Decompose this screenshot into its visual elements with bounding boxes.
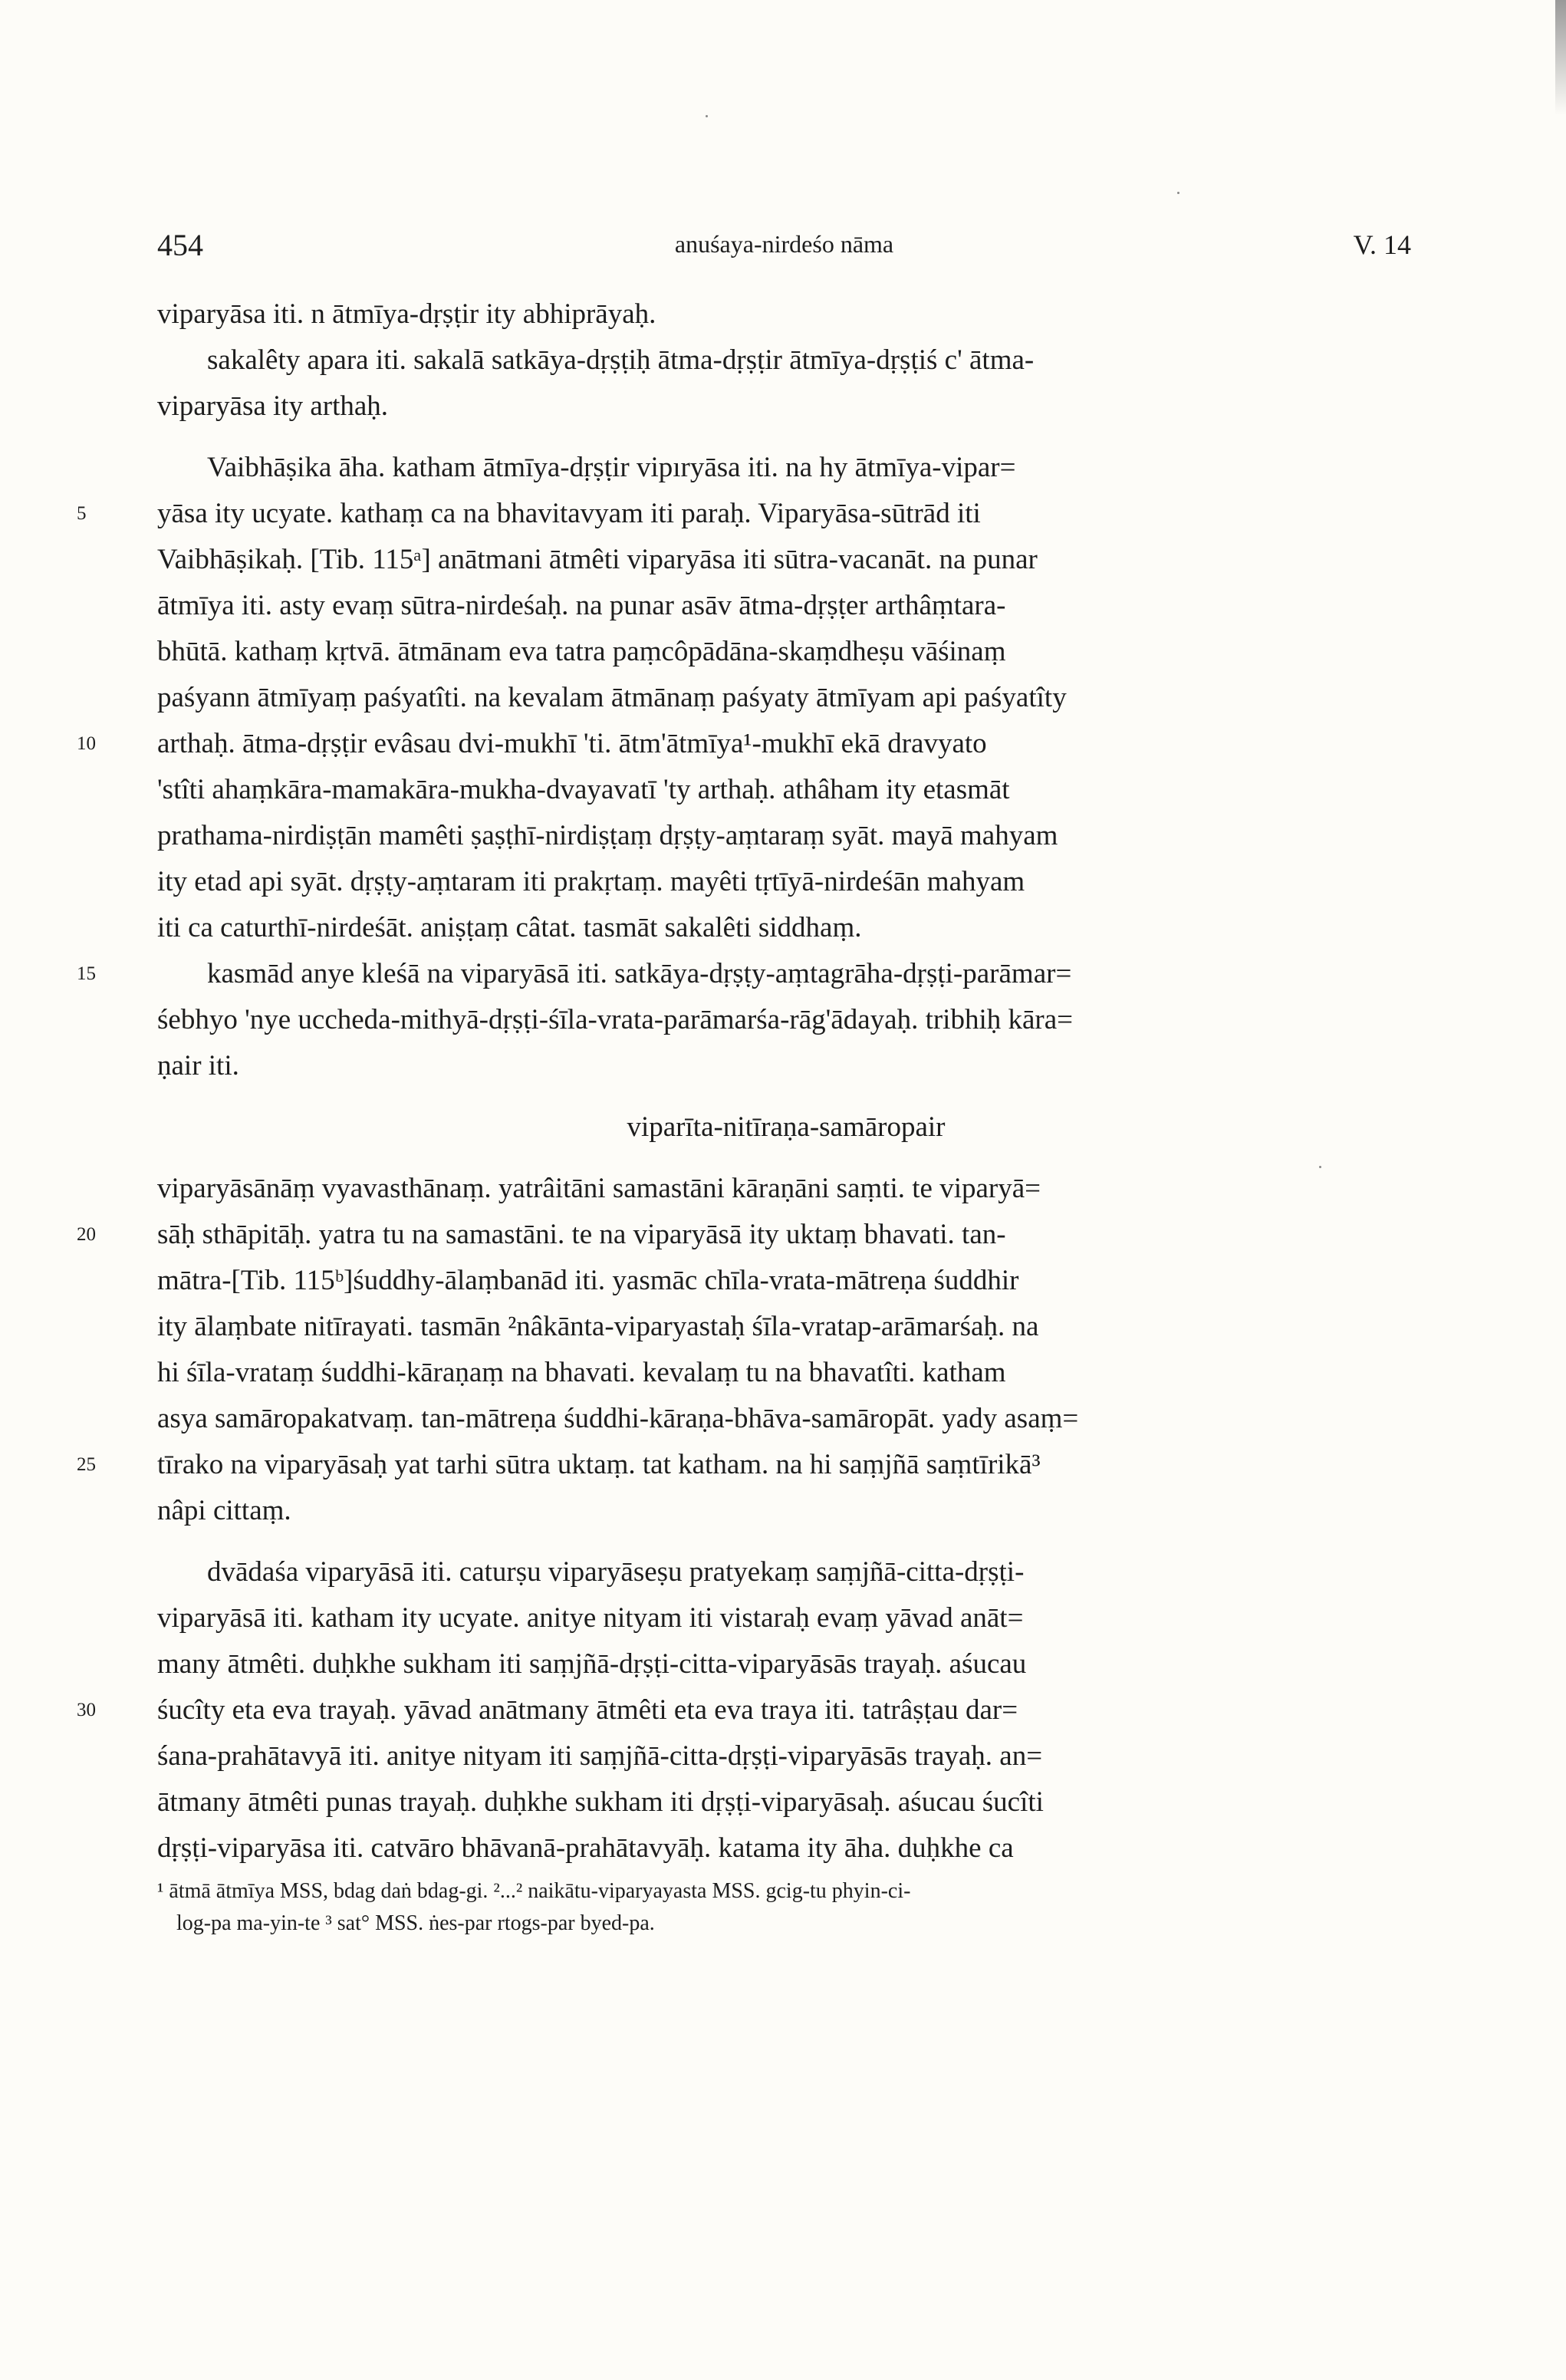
line-number: 25 <box>77 1454 96 1475</box>
text-line: śana-prahātavyā iti. anitye nityam iti saṃjñā-citta-dṛṣṭi-viparyāsās trayaḥ. an= <box>157 1740 1043 1772</box>
text-line: viparyāsānāṃ vyavasthānaṃ. yatrâitāni samastāni kāraṇāni saṃti. te viparyā= <box>157 1173 1041 1204</box>
text-line: śebhyo 'nye uccheda-mithyā-dṛṣṭi-śīla-vrata-parāmarśa-rāg'ādayaḥ. tribhiḥ kāra= <box>157 1004 1074 1035</box>
text-line: ity etad api syāt. dṛṣṭy-aṃtaram iti prakṛtaṃ. mayêti tṛtīyā-nirdeśān mahyam <box>157 866 1025 897</box>
text-line: kasmād anye kleśā na viparyāsā iti. satkāya-dṛṣṭy-aṃtagrāha-dṛṣṭi-parāmar= <box>207 958 1072 989</box>
page-header <box>157 227 1411 273</box>
text-line: śucîty eta eva trayaḥ. yāvad anātmany ātmêti eta eva traya iti. tatrâṣṭau dar= <box>157 1694 1018 1726</box>
text-line: ātmany ātmêti punas trayaḥ. duḥkhe sukham iti dṛṣṭi-viparyāsaḥ. aśucau śucîti <box>157 1786 1044 1818</box>
text-line: sāḥ sthāpitāḥ. yatra tu na samastāni. te na viparyāsā ity uktaṃ bhavati. tan- <box>157 1219 1006 1250</box>
page-number: 454 <box>157 228 203 262</box>
text-line: ātmīya iti. asty evaṃ sūtra-nirdeśaḥ. na punar asāv ātma-dṛṣṭer arthâṃtara- <box>157 590 1006 621</box>
text-line: Vaibhāṣikaḥ. [Tib. 115ᵃ] anātmani ātmêti viparyāsa iti sūtra-vacanāt. na punar <box>157 544 1038 575</box>
text-line: viparyāsa iti. n ātmīya-dṛṣṭir ity abhiprāyaḥ. <box>157 298 656 330</box>
text-line: yāsa ity ucyate. kathaṃ ca na bhavitavyam iti paraḥ. Viparyāsa-sūtrād iti <box>157 498 981 529</box>
paper-speck <box>706 115 708 117</box>
verse-line: viparīta-nitīraṇa-samāropair <box>627 1111 946 1143</box>
text-line: prathama-nirdiṣṭān mamêti ṣaṣṭhī-nirdiṣṭaṃ dṛṣṭy-aṃtaraṃ syāt. mayā mahyam <box>157 820 1058 851</box>
text-line: bhūtā. kathaṃ kṛtvā. ātmānam eva tatra paṃcôpādāna-skaṃdheṣu vāśinaṃ <box>157 636 1006 667</box>
text-line: mātra-[Tib. 115ᵇ]śuddhy-ālaṃbanād iti. yasmāc chīla-vrata-mātreṇa śuddhir <box>157 1265 1019 1296</box>
text-line: dṛṣṭi-viparyāsa iti. catvāro bhāvanā-prahātavyāḥ. katama ity āha. duḥkhe ca <box>157 1832 1014 1864</box>
line-number: 5 <box>77 503 87 524</box>
paper-speck <box>1319 1166 1321 1168</box>
text-line: viparyāsā iti. katham ity ucyate. anitye nityam iti vistaraḥ evaṃ yāvad anāt= <box>157 1602 1024 1634</box>
text-line: arthaḥ. ātma-dṛṣṭir evâsau dvi-mukhī 'ti. ātm'ātmīya¹-mukhī ekā dravyato <box>157 728 987 759</box>
text-line: tīrako na viparyāsaḥ yat tarhi sūtra uktaṃ. tat katham. na hi saṃjñā saṃtīrikā³ <box>157 1449 1041 1480</box>
text-line: viparyāsa ity arthaḥ. <box>157 390 389 422</box>
text-line: hi śīla-vrataṃ śuddhi-kāraṇaṃ na bhavati. kevalaṃ tu na bhavatîti. katham <box>157 1357 1006 1388</box>
running-title: anuśaya-nirdeśo nāma <box>674 230 894 258</box>
text-line: iti ca caturthī-nirdeśāt. aniṣṭaṃ câtat. tasmāt sakalêti siddhaṃ. <box>157 912 862 943</box>
text-line: ity ālaṃbate nitīrayati. tasmān ²nâkānta-viparyastaḥ śīla-vratap-arāmarśaḥ. na <box>157 1311 1039 1342</box>
footnote-line: ¹ ātmā ātmīya MSS, bdag daṅ bdag-gi. ²...² naikātu-viparyayasta MSS. gcig-tu phyin-ci- <box>157 1879 911 1903</box>
text-line: sakalêty apara iti. sakalā satkāya-dṛṣṭiḥ ātma-dṛṣṭir ātmīya-dṛṣṭiś c' ātma- <box>207 344 1035 376</box>
line-number: 30 <box>77 1700 96 1720</box>
text-line: ṇair iti. <box>157 1050 239 1081</box>
text-line: 'stîti ahaṃkāra-mamakāra-mukha-dvayavatī 'ty arthaḥ. athâham ity etasmāt <box>157 774 1010 805</box>
page-edge-mark <box>1555 0 1566 115</box>
text-line: asya samāropakatvaṃ. tan-mātreṇa śuddhi-kāraṇa-bhāva-samāropāt. yady asaṃ= <box>157 1403 1079 1434</box>
text-line: many ātmêti. duḥkhe sukham iti saṃjñā-dṛṣṭi-citta-viparyāsās trayaḥ. aśucau <box>157 1648 1027 1680</box>
section-reference: V. 14 <box>1353 229 1411 260</box>
text-line: nâpi cittaṃ. <box>157 1495 291 1526</box>
line-number: 20 <box>77 1224 96 1245</box>
line-number: 15 <box>77 963 96 984</box>
footnote-line: log-pa ma-yin-te ³ sat° MSS. ṅes-par rtogs-par byed-pa. <box>176 1911 655 1935</box>
paper-speck <box>1177 192 1179 194</box>
text-line: paśyann ātmīyaṃ paśyatîti. na kevalam ātmānaṃ paśyaty ātmīyam api paśyatîty <box>157 682 1067 713</box>
text-line: Vaibhāṣika āha. katham ātmīya-dṛṣṭir vipıryāsa iti. na hy ātmīya-vipar= <box>207 452 1016 483</box>
text-line: dvādaśa viparyāsā iti. caturṣu viparyāseṣu pratyekaṃ saṃjñā-citta-dṛṣṭi- <box>207 1556 1025 1588</box>
line-number: 10 <box>77 733 96 754</box>
